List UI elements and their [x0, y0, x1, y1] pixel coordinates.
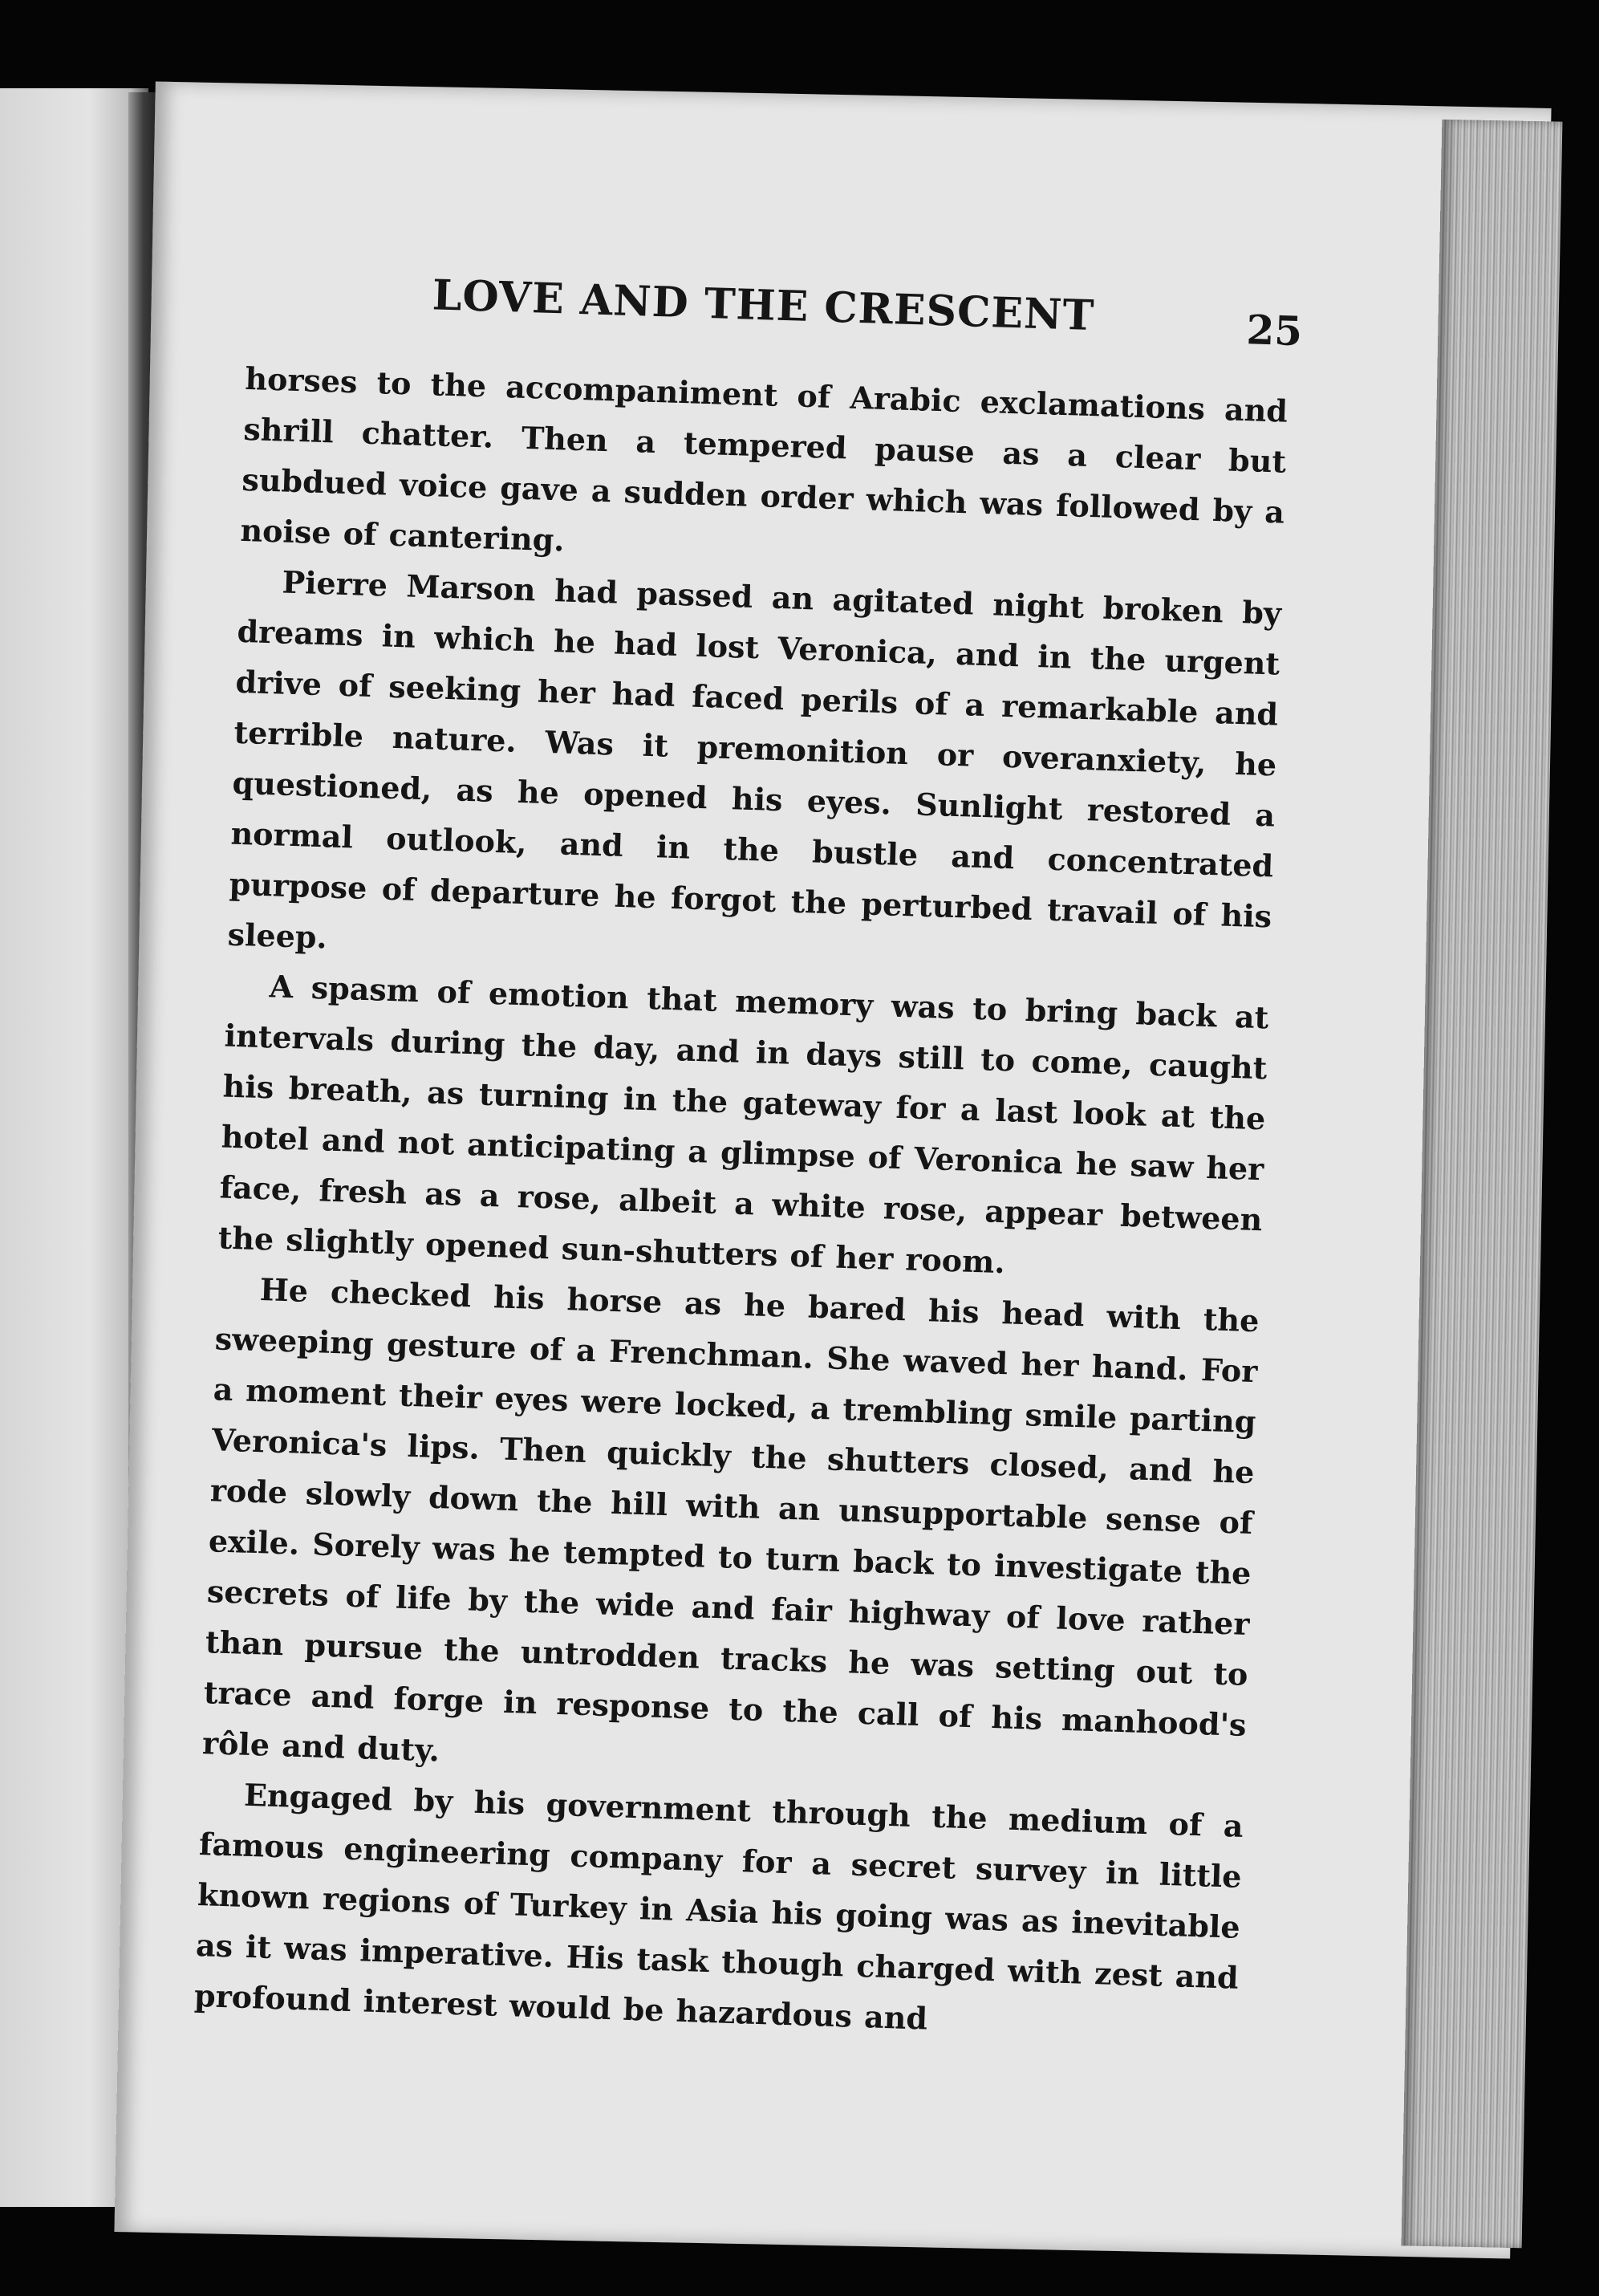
page-text-block: [193, 265, 1303, 2054]
paragraph-continued: horses to the accompaniment of Arabic exclamations and shrill chatter. Then a tempered pause as a clear but subdued voice gave a sudden order which was followed by a noise of cantering.: [239, 360, 1289, 559]
running-title: LOVE AND THE CRESCENT: [431, 270, 1096, 341]
page-number: 25: [1245, 306, 1303, 356]
paragraph: Pierre Marson had passed an agitated night broken by dreams in which he had lost Veronica, and in the urgent drive of seeking her had faced perils of a remarkable and terrible nature. Was it premonition or overanxiety, he questioned, as he opened his eyes. Sunlight restored a normal outlook, and in the bustle and concentrated purpose of departure he forgot the perturbed travail of his sleep.: [227, 563, 1282, 956]
paragraph: He checked his horse as he bared his head with the sweeping gesture of a Frenchman. She waved her hand. For a moment their eyes were locked, a trembling smile parting Veronica's lips. Then quickly the shutters closed, and he rode slowly down the hill with an unsupportable sense of exile. Sorely was he tempted to turn back to investigate the secrets of life by the wide and fair highway of love rather than pursue the untrodden tracks he was setting out to trace and forge in response to the call of his manhood's rôle and duty.: [201, 1271, 1260, 1769]
paragraph: A spasm of emotion that memory was to bring back at intervals during the day, and in days still to come, caught his breath, as turning in the gateway for a last look at the hotel and not anticipating a glimpse of Veronica he saw her face, fresh as a rose, albeit a white rose, appear between the slightly opened sun-shutters of her room.: [217, 968, 1269, 1281]
paragraph: Engaged by his government through the medium of a famous engineering company for a secret survey in little known regions of Turkey in Asia his going was as inevitable as it was imperative. His task though charged with zest and profound interest would be hazardous and: [193, 1776, 1244, 2037]
